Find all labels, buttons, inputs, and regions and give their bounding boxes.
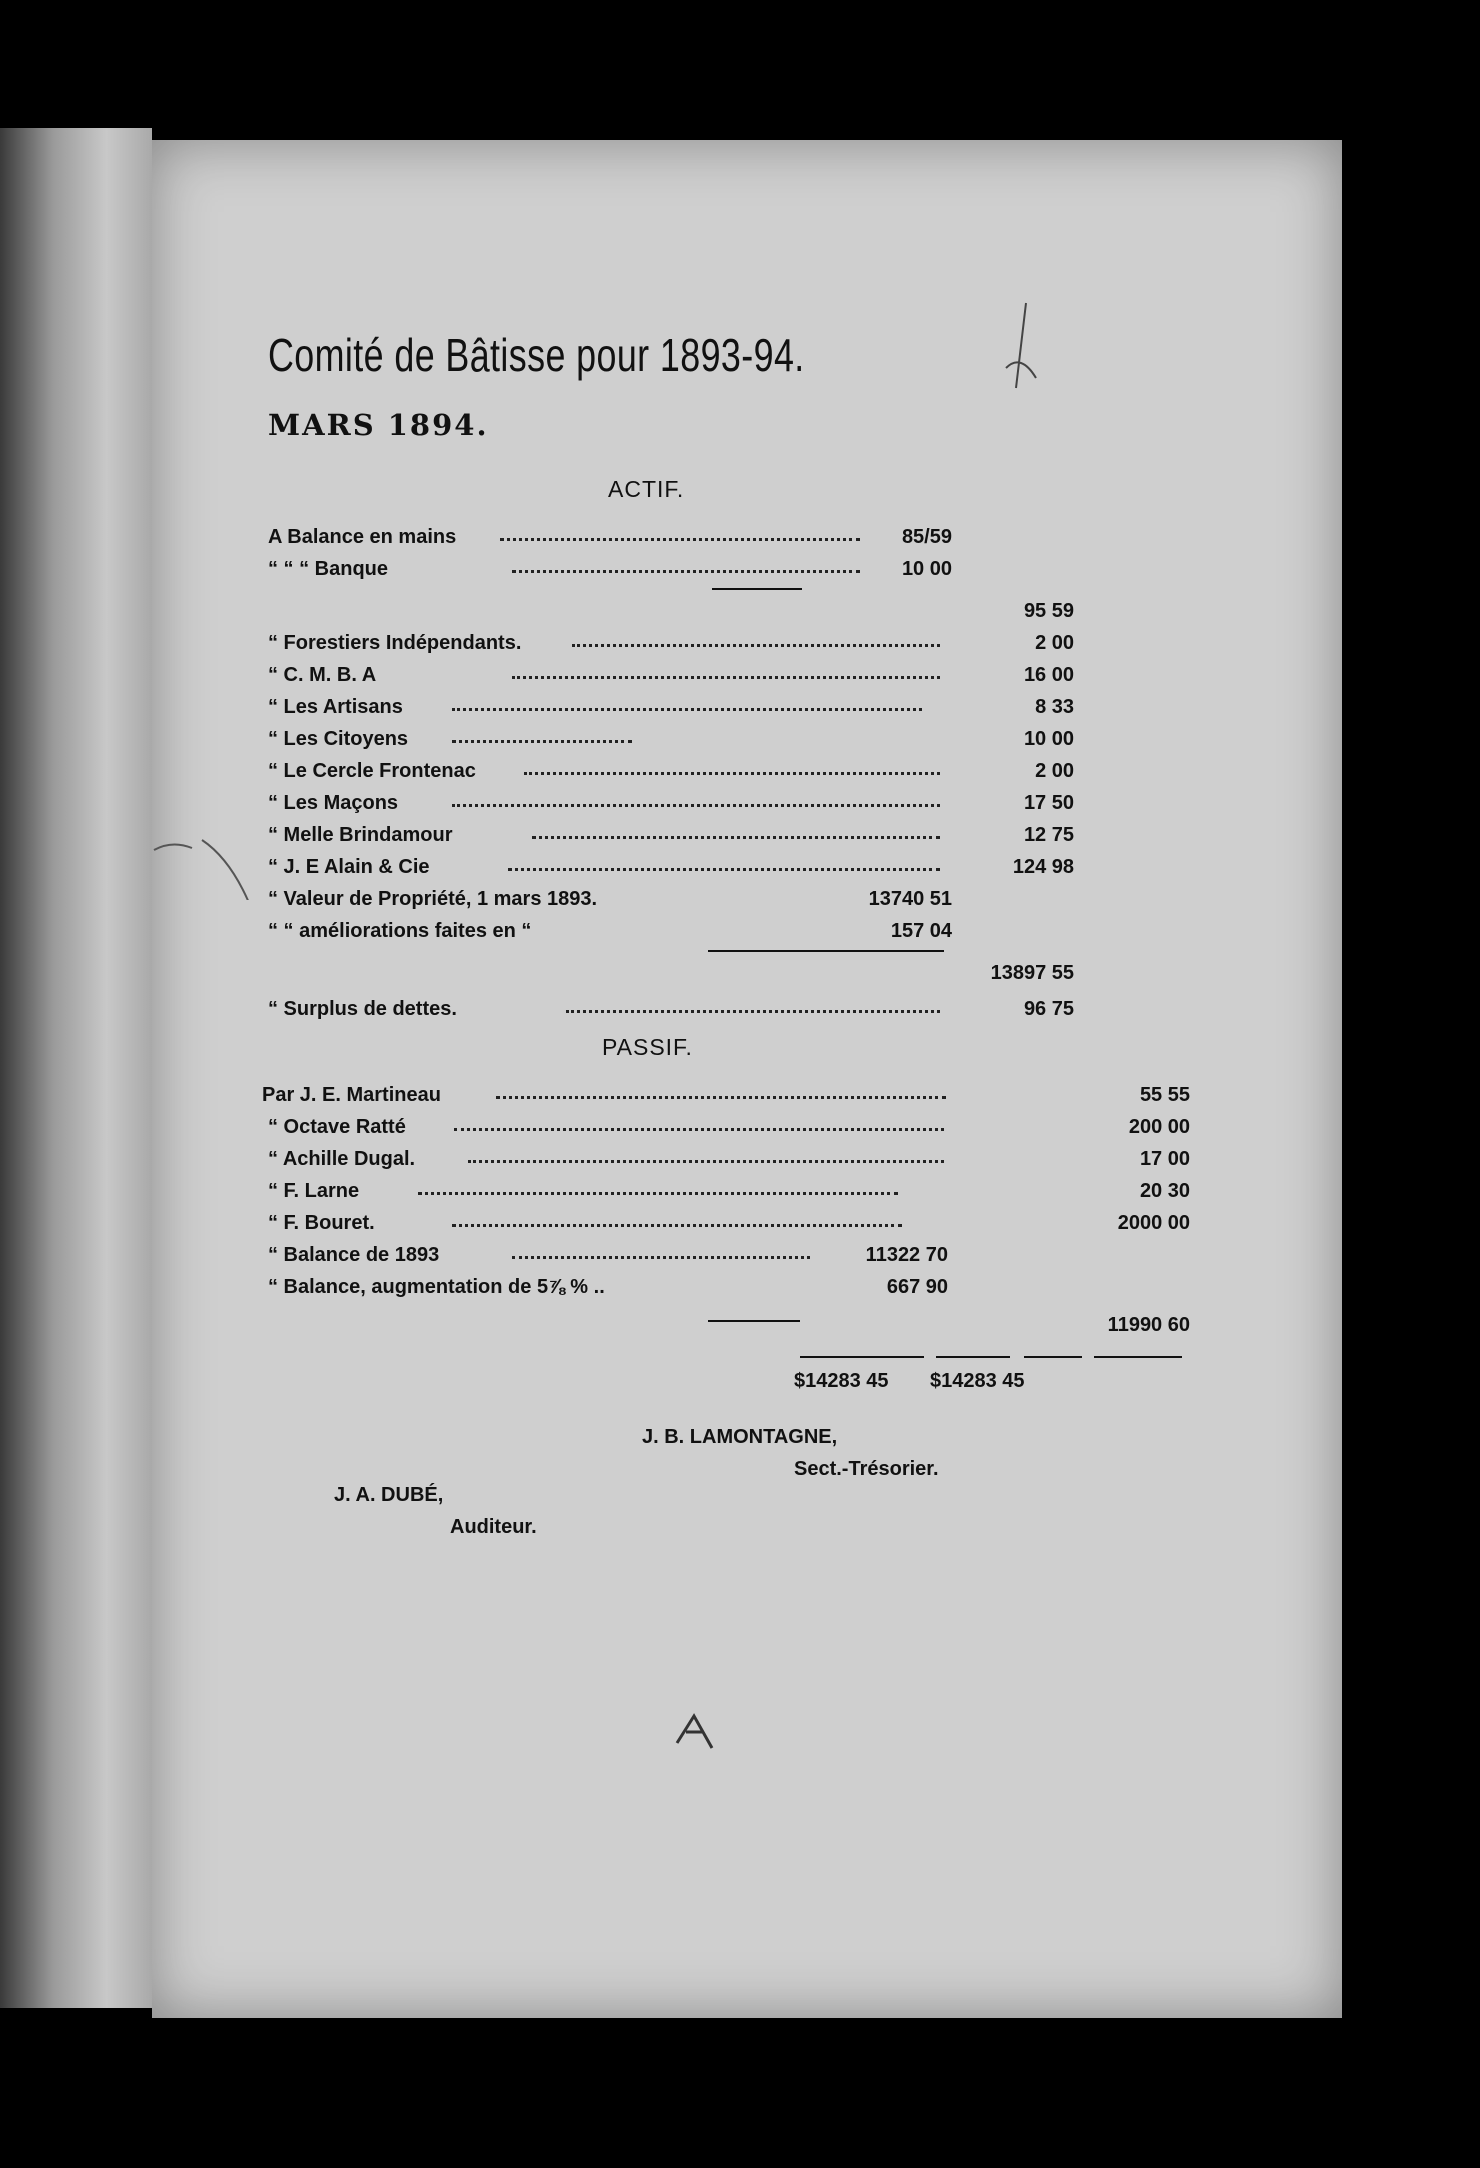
actif-col2-10: 124 98 (1012, 856, 1074, 878)
actif-col2-13: 13897 55 (990, 962, 1074, 984)
leader-dots (452, 740, 632, 743)
leader-dots (452, 1224, 902, 1227)
passif-col2-3: 20 30 (1139, 1180, 1190, 1202)
actif-col2-8: 17 50 (1023, 792, 1074, 814)
leader-dots (452, 708, 922, 711)
actif-col2-4: 16 00 (1023, 664, 1074, 686)
passif-label-4: “ F. Bouret. (268, 1212, 375, 1234)
subtotal-rule (708, 1320, 800, 1322)
treasurer-title: Sect.-Trésorier. (794, 1458, 939, 1480)
leader-dots (418, 1192, 898, 1195)
auditor-title: Auditeur. (450, 1516, 537, 1538)
actif-label-3: “ Forestiers Indépendants. (268, 632, 522, 654)
actif-label-14: “ Surplus de dettes. (268, 998, 457, 1020)
leader-dots (454, 1128, 944, 1131)
passif-label-5: “ Balance de 1893 (268, 1244, 440, 1266)
passif-col2-1: 200 00 (1128, 1116, 1190, 1138)
passif-col1-5: 11322 70 (865, 1244, 948, 1266)
actif-label-0: A Balance en mains (268, 526, 457, 548)
actif-col2-3: 2 00 (1035, 632, 1074, 654)
actif-col2-6: 10 00 (1023, 728, 1074, 750)
actif-heading: ACTIF. (608, 476, 685, 502)
passif-heading: PASSIF. (602, 1034, 693, 1060)
actif-col2-2: 95 59 (1023, 600, 1074, 622)
leader-dots (452, 804, 940, 807)
actif-label-12: “ “ améliorations faites en “ (268, 920, 532, 942)
leader-dots (512, 1256, 810, 1259)
passif-label-1: “ Octave Ratté (268, 1116, 406, 1138)
leader-dots (524, 772, 940, 775)
passif-label-6: “ Balance, augmentation de 5⅞ % .. (268, 1276, 605, 1298)
total-rule (800, 1356, 924, 1358)
passif-total: $14283 45 (930, 1370, 1025, 1392)
leader-dots (468, 1160, 944, 1163)
actif-col1-12: 157 04 (890, 920, 952, 942)
book-spine (0, 128, 152, 2008)
leader-dots (532, 836, 940, 839)
pencil-mark-icon (152, 820, 252, 900)
total-rule (936, 1356, 1010, 1358)
leader-dots (508, 868, 940, 871)
actif-label-11: “ Valeur de Propriété, 1 mars 1893. (268, 888, 598, 910)
actif-label-4: “ C. M. B. A (268, 664, 377, 686)
actif-label-8: “ Les Maçons (268, 792, 399, 814)
passif-col2-2: 17 00 (1139, 1148, 1190, 1170)
actif-col1-0: 85/59 (901, 526, 952, 548)
passif-col2-0: 55 55 (1139, 1084, 1190, 1106)
ledger-page (152, 140, 1342, 2018)
actif-col2-5: 8 33 (1035, 696, 1074, 718)
passif-col1-6: 667 90 (886, 1276, 948, 1298)
total-rule (1024, 1356, 1082, 1358)
passif-label-3: “ F. Larne (268, 1180, 360, 1202)
pencil-mark-icon (996, 298, 1046, 408)
pencil-mark-icon (672, 1708, 722, 1758)
auditor-name: J. A. DUBÉ, (334, 1484, 444, 1506)
actif-label-7: “ Le Cercle Frontenac (268, 760, 476, 782)
passif-col2-7: 11990 60 (1107, 1314, 1190, 1336)
actif-col2-7: 2 00 (1035, 760, 1074, 782)
page-title: Comité de Bâtisse pour 1893-94. (268, 329, 805, 381)
leader-dots (566, 1010, 940, 1013)
leader-dots (572, 644, 940, 647)
leader-dots (496, 1096, 946, 1099)
total-rule (1094, 1356, 1182, 1358)
passif-label-0: Par J. E. Martineau (262, 1084, 441, 1106)
actif-label-10: “ J. E Alain & Cie (268, 856, 430, 878)
actif-total: $14283 45 (794, 1370, 889, 1392)
page-subtitle: MARS 1894. (268, 408, 489, 442)
actif-col1-1: 10 00 (901, 558, 952, 580)
actif-col1-11: 13740 51 (868, 888, 952, 910)
passif-label-2: “ Achille Dugal. (268, 1148, 416, 1170)
leader-dots (512, 676, 940, 679)
subtotal-rule (708, 950, 944, 952)
actif-col2-14: 96 75 (1023, 998, 1074, 1020)
passif-col2-4: 2000 00 (1117, 1212, 1190, 1234)
actif-label-6: “ Les Citoyens (268, 728, 409, 750)
subtotal-rule (712, 588, 802, 590)
actif-label-5: “ Les Artisans (268, 696, 403, 718)
actif-label-9: “ Melle Brindamour (268, 824, 453, 846)
actif-label-1: “ “ “ Banque (268, 558, 389, 580)
treasurer-name: J. B. LAMONTAGNE, (642, 1426, 838, 1448)
actif-col2-9: 12 75 (1023, 824, 1074, 846)
